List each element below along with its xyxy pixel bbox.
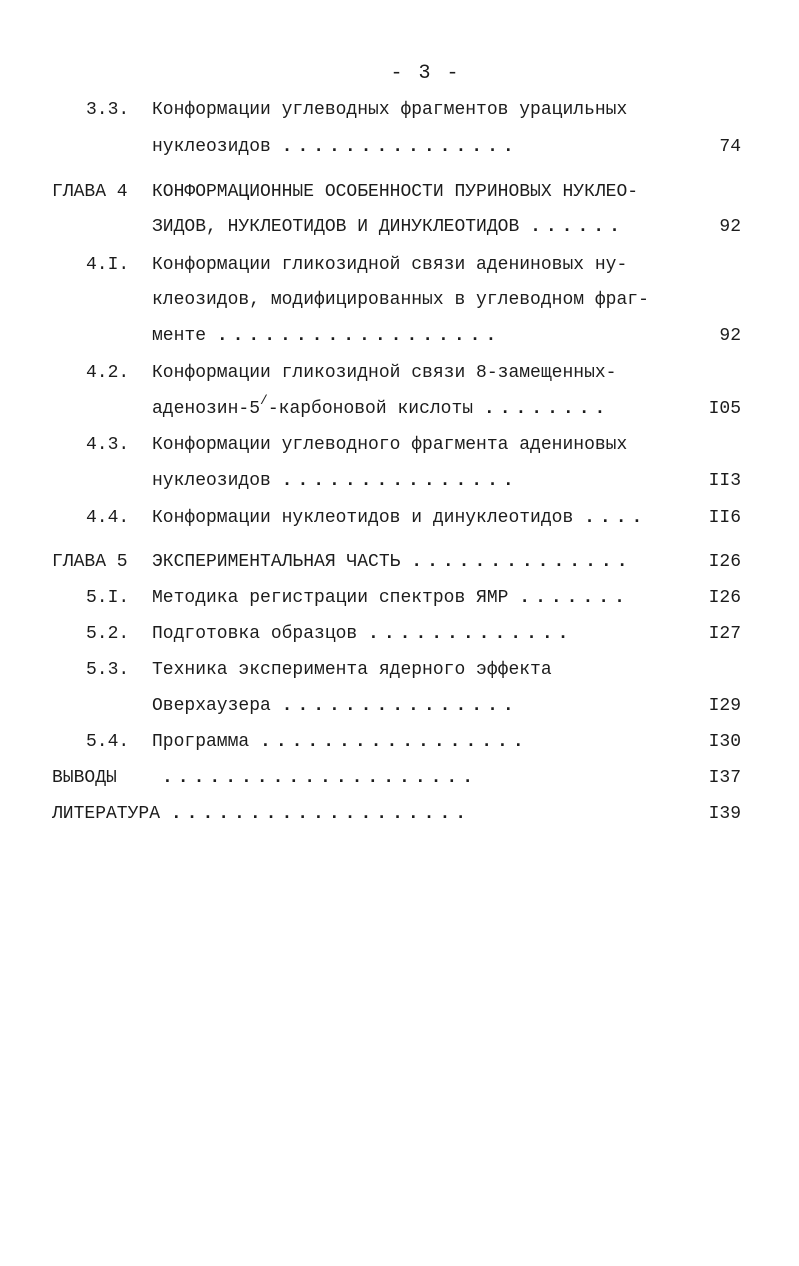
entry-title-line-2 [152, 694, 519, 718]
entry-page: I29 [708, 696, 741, 716]
entry-title-line-2 [152, 393, 611, 421]
entry-number: 5.2. [86, 624, 130, 644]
leader-dots: ................... [170, 804, 472, 824]
entry-title-line-1 [152, 586, 630, 610]
entry-page: II3 [708, 471, 741, 491]
entry-page: I30 [708, 732, 741, 752]
chapter-title-line-1 [152, 550, 633, 574]
entry-page: 74 [719, 137, 741, 157]
chapter-title-line-2 [152, 215, 625, 239]
prime-mark: / [260, 393, 268, 408]
entry-number: 4.I. [86, 255, 130, 275]
entry-title-line-2 [152, 469, 519, 493]
chapter-title-text: ЭКСПЕРИМЕНТАЛЬНАЯ ЧАСТЬ [152, 552, 401, 572]
entry-title-text: аденозин-5 [152, 399, 261, 419]
entry-number: 5.4. [86, 732, 130, 752]
leader-dots: .... [584, 508, 648, 528]
chapter-title-line-1: КОНФОРМАЦИОННЫЕ ОСОБЕННОСТИ ПУРИНОВЫХ НУКЛЕО- [152, 182, 639, 202]
entry-title-text: Методика регистрации спектров ЯМР [152, 588, 509, 608]
entry-title-line-3 [152, 324, 501, 348]
entry-page: I05 [708, 399, 741, 419]
entry-title-line-1: Конформации гликозидной связи адениновых ну- [152, 255, 628, 275]
conclusions-label: ВЫВОДЫ [52, 768, 117, 788]
page-number: - 3 - [390, 62, 461, 85]
entry-title-line-1 [152, 506, 647, 530]
entry-page: 92 [719, 326, 741, 346]
entry-page: I26 [708, 588, 741, 608]
leader-dots: .................... [162, 768, 479, 788]
entry-number: 4.2. [86, 363, 130, 383]
leader-dots: ...... [530, 217, 625, 237]
leader-dots: ........ [483, 399, 611, 419]
entry-page: II6 [708, 508, 741, 528]
entry-title-line-1 [152, 622, 573, 646]
entry-title-text: Программа [152, 732, 250, 752]
entry-title-text: Конформации нуклеотидов и динуклеотидов [152, 508, 574, 528]
entry-number: 3.3. [86, 100, 130, 120]
leader-dots: ....... [519, 588, 630, 608]
leader-dots: .............. [411, 552, 633, 572]
entry-page: I27 [708, 624, 741, 644]
chapter-page: I26 [708, 552, 741, 572]
entry-title-text: нуклеозидов [152, 471, 271, 491]
entry-title-text: нуклеозидов [152, 137, 271, 157]
leader-dots: ............... [281, 137, 519, 157]
chapter-title-text: ЗИДОВ, НУКЛЕОТИДОВ И ДИНУКЛЕОТИДОВ [152, 217, 520, 237]
entry-title-text: Подготовка образцов [152, 624, 358, 644]
conclusions-page: I37 [708, 768, 741, 788]
leader-dots: ............... [281, 696, 519, 716]
entry-title-line-1: Конформации углеводного фрагмента адениновых [152, 435, 628, 455]
entry-number: 5.3. [86, 660, 130, 680]
leader-dots: ............. [368, 624, 574, 644]
entry-number: 4.4. [86, 508, 130, 528]
leader-dots: .................. [216, 326, 502, 346]
entry-title-line-1: Конформации гликозидной связи 8-замещенных- [152, 363, 617, 383]
entry-title-text: Оверхаузера [152, 696, 271, 716]
entry-title-line-1: Конформации углеводных фрагментов урацильных [152, 100, 628, 120]
entry-title-line-1 [152, 730, 529, 754]
entry-title-text-cont: -карбоновой кислоты [267, 399, 474, 419]
chapter-number: ГЛАВА 4 [52, 182, 128, 202]
entry-number: 4.3. [86, 435, 130, 455]
literature-label [52, 802, 471, 826]
leader-dots: ............... [281, 471, 519, 491]
literature-page: I39 [708, 804, 741, 824]
literature-label-text: ЛИТЕРАТУРА [52, 804, 161, 824]
entry-title-line-2: клеозидов, модифицированных в углеводном фраг- [152, 290, 649, 310]
entry-title-line-1: Техника эксперимента ядерного эффекта [152, 660, 552, 680]
chapter-page: 92 [719, 217, 741, 237]
entry-number: 5.I. [86, 588, 130, 608]
entry-title-text: менте [152, 326, 207, 346]
chapter-number: ГЛАВА 5 [52, 552, 128, 572]
entry-title-line-2 [152, 135, 519, 159]
leader-dots: ................. [260, 732, 529, 752]
